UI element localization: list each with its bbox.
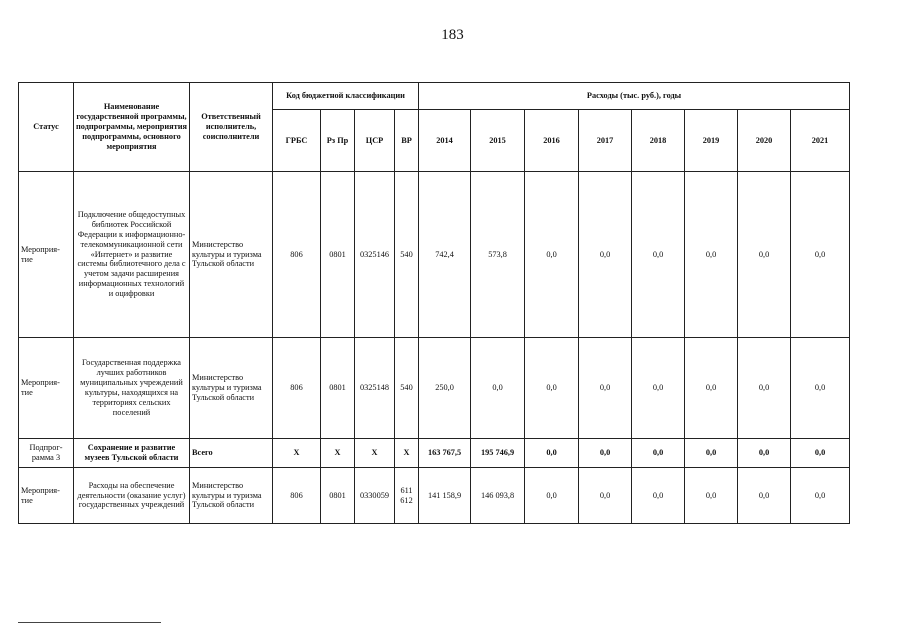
row-value-2014: 163 767,5 — [419, 439, 471, 468]
header-row-1 — [19, 83, 850, 110]
header-budget-code: Код бюджетной классификации — [273, 83, 419, 110]
table-row — [19, 172, 850, 338]
row-vr — [395, 468, 419, 524]
row-value-2016: 0,0 — [525, 439, 579, 468]
row-name: Государственная поддержка лучших работников муниципальных учреждений культуры, находящихся на территориях сельских поселений — [74, 338, 190, 439]
row-value-2014: 250,0 — [419, 338, 471, 439]
row-responsible: Министерство культуры и туризма Тульской области — [190, 172, 273, 338]
row-value-2016: 0,0 — [525, 338, 579, 439]
row-responsible: Министерство культуры и туризма Тульской области — [190, 338, 273, 439]
row-value-2019: 0,0 — [685, 338, 738, 439]
row-status: Мероприя-тие — [19, 468, 74, 524]
row-grbs: 806 — [273, 172, 321, 338]
row-value-2017: 0,0 — [579, 468, 632, 524]
row-vr-line: 611 — [400, 485, 413, 495]
header-grbs: ГРБС — [273, 110, 321, 172]
header-vr: ВР — [395, 110, 419, 172]
row-value-2017: 0,0 — [579, 338, 632, 439]
row-value-2016: 0,0 — [525, 172, 579, 338]
header-year-2014: 2014 — [419, 110, 471, 172]
header-year-2018: 2018 — [632, 110, 685, 172]
row-value-2014: 141 158,9 — [419, 468, 471, 524]
page-number: 183 — [441, 27, 464, 43]
row-status: Мероприя-тие — [19, 338, 74, 439]
row-grbs: 806 — [273, 338, 321, 439]
header-expenses: Расходы (тыс. руб.), годы — [419, 83, 850, 110]
header-year-2021: 2021 — [791, 110, 850, 172]
row-value-2015: 195 746,9 — [471, 439, 525, 468]
row-csr: 0325146 — [355, 172, 395, 338]
row-name: Расходы на обеспечение деятельности (оказание услуг) государственных учреждений — [74, 468, 190, 524]
row-vr: 540 — [395, 338, 419, 439]
header-year-2020: 2020 — [738, 110, 791, 172]
row-value-2018: 0,0 — [632, 338, 685, 439]
row-value-2017: 0,0 — [579, 172, 632, 338]
row-csr: 0330059 — [355, 468, 395, 524]
table-row — [19, 468, 850, 524]
row-grbs: Х — [273, 439, 321, 468]
row-value-2019: 0,0 — [685, 468, 738, 524]
row-value-2020: 0,0 — [738, 172, 791, 338]
row-value-2015: 0,0 — [471, 338, 525, 439]
row-value-2018: 0,0 — [632, 439, 685, 468]
row-value-2015: 146 093,8 — [471, 468, 525, 524]
row-rzpr: 0801 — [321, 338, 355, 439]
row-vr: Х — [395, 439, 419, 468]
row-responsible: Всего — [190, 439, 273, 468]
row-value-2021: 0,0 — [791, 439, 850, 468]
header-csr: ЦСР — [355, 110, 395, 172]
table-row — [19, 338, 850, 439]
header-year-2016: 2016 — [525, 110, 579, 172]
row-value-2018: 0,0 — [632, 172, 685, 338]
row-rzpr: 0801 — [321, 468, 355, 524]
row-responsible: Министерство культуры и туризма Тульской области — [190, 468, 273, 524]
footnote-divider — [18, 622, 161, 623]
row-value-2021: 0,0 — [791, 338, 850, 439]
row-value-2014: 742,4 — [419, 172, 471, 338]
header-name: Наименование государственной программы, подпрограммы, мероприятия подпрограммы, основного мероприятия — [74, 83, 190, 172]
header-year-2017: 2017 — [579, 110, 632, 172]
row-rzpr: Х — [321, 439, 355, 468]
row-value-2019: 0,0 — [685, 439, 738, 468]
row-grbs: 806 — [273, 468, 321, 524]
row-csr: 0325148 — [355, 338, 395, 439]
row-value-2021: 0,0 — [791, 172, 850, 338]
row-value-2015: 573,8 — [471, 172, 525, 338]
row-value-2020: 0,0 — [738, 468, 791, 524]
budget-table — [18, 82, 850, 524]
header-rzpr: Рз Пр — [321, 110, 355, 172]
row-vr: 540 — [395, 172, 419, 338]
row-value-2019: 0,0 — [685, 172, 738, 338]
row-name: Сохранение и развитие музеев Тульской области — [74, 439, 190, 468]
row-rzpr: 0801 — [321, 172, 355, 338]
row-value-2021: 0,0 — [791, 468, 850, 524]
row-name: Подключение общедоступных библиотек Российской Федерации к информационно-телекоммуникационной сети «Интернет» и развитие системы библиотечного дела с учетом задачи расширения информационных технологий и оцифровки — [74, 172, 190, 338]
header-year-2019: 2019 — [685, 110, 738, 172]
row-status: Мероприя-тие — [19, 172, 74, 338]
row-value-2016: 0,0 — [525, 468, 579, 524]
row-value-2020: 0,0 — [738, 439, 791, 468]
table-row — [19, 439, 850, 468]
row-value-2018: 0,0 — [632, 468, 685, 524]
row-value-2017: 0,0 — [579, 439, 632, 468]
header-responsible: Ответственный исполнитель, соисполнители — [190, 83, 273, 172]
row-status: Подпрог-рамма 3 — [19, 439, 74, 468]
row-value-2020: 0,0 — [738, 338, 791, 439]
row-csr: Х — [355, 439, 395, 468]
header-status: Статус — [19, 83, 74, 172]
row-vr-line: 612 — [400, 495, 413, 505]
header-year-2015: 2015 — [471, 110, 525, 172]
